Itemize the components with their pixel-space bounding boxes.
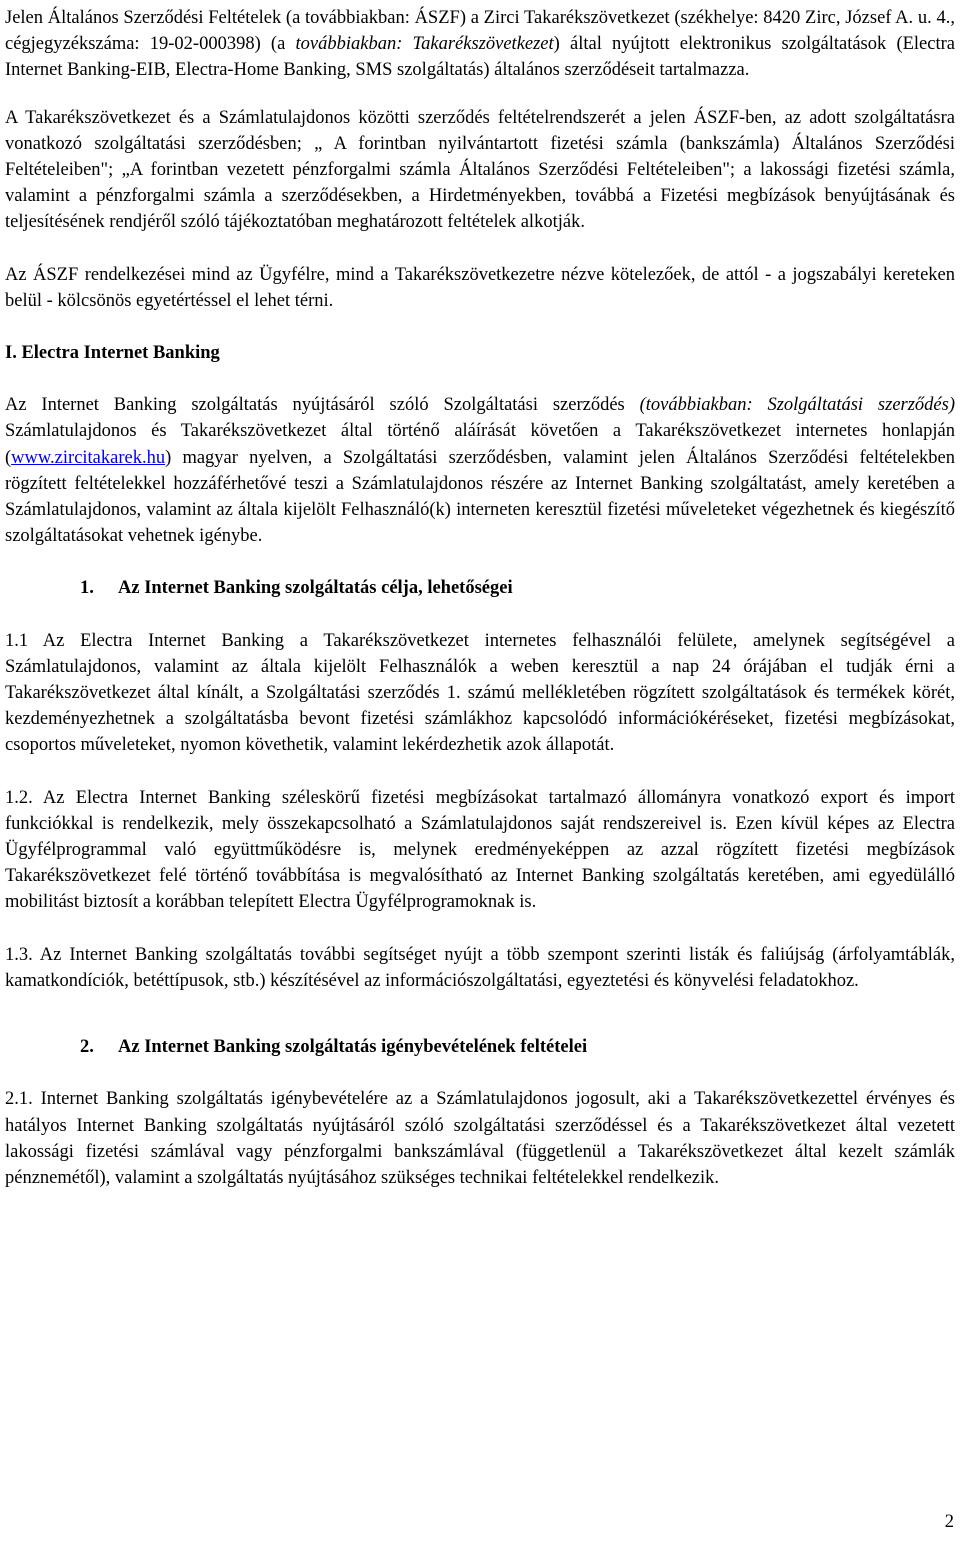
paragraph-2-1: 2.1. Internet Banking szolgáltatás igénybevételére az a Számlatulajdonos jogosult, aki a Takarékszövetkezettel érvényes és hatályos Internet Banking szolgáltatás nyújtásáról szóló szolgáltatási szerződéssel és a Takarékszövetkezet által vezetett lakossági fizetési számlával vagy pénzforgalmi bankszámlával (függetlenül a Takarékszövetkezet által kezelt számlák pénznemétől), valamint a szolgáltatás nyújtásához szükséges technikai feltételekkel rendelkezik. (5, 1089, 955, 1188)
intro-paragraph-1 (5, 5, 955, 84)
intro-text: Jelen Általános Szerződési Feltételek (a továbbiakban: ÁSZF) a Zirci Takarékszövetkezet (székhelye: 8420 Zirc, József A. u. 4., cégjegyzékszáma: 19-02-000398) (a (5, 8, 955, 55)
website-link[interactable]: www.zircitakarek.hu (11, 447, 166, 468)
subsection-number: 1. (80, 578, 94, 599)
subsection-title: Az Internet Banking szolgáltatás igénybevételének feltételei (118, 1037, 588, 1058)
section-text: Számlatulajdonos és Takarékszövetkezet által történő aláírását követően a Takarékszövetkezet internetes honlapján ( (5, 421, 955, 468)
section-text: Az Internet Banking szolgáltatás nyújtásáról szóló Szolgáltatási szerződés (5, 395, 640, 416)
section-italic-text: (továbbiakban: Szolgáltatási szerződés) (639, 395, 955, 416)
subsection-number: 2. (80, 1037, 94, 1058)
paragraph-1-2: 1.2. Az Electra Internet Banking széleskörű fizetési megbízásokat tartalmazó állományra vonatkozó export és import funkciókkal is rendelkezik, mely összekapcsolható a Számlatulajdonos saját rendszereivel is. Ezen kívül képes az Electra Ügyfélprogrammal való együttműködésre is, melynek eredményeképpen az azzal rögzített fizetési megbízások Takarékszövetkezet felé történő továbbítása is megvalósítható az Internet Banking szolgáltatás keretében, ami egyedülálló mobilitást biztosít a korábban telepített Electra Ügyfélprogramoknak is. (5, 787, 955, 913)
intro-text: ) által nyújtott elektronikus szolgáltatások (Electra Internet Banking-EIB, Electra-Home Banking, SMS szolgáltatás) általános szerződéseit tartalmazza. (5, 34, 955, 81)
section-paragraph (5, 392, 955, 549)
subsection-heading-1 (5, 575, 955, 601)
intro-paragraph-3: Az ÁSZF rendelkezései mind az Ügyfélre, mind a Takarékszövetkezetre nézve kötelezőek, de attól - a jogszabályi kereteken belül - kölcsönös egyetértéssel el lehet térni. (5, 264, 955, 311)
document-page (5, 5, 955, 1191)
section-heading: I. Electra Internet Banking (5, 343, 220, 364)
page-number: 2 (944, 1512, 954, 1532)
subsection-heading-2 (5, 1034, 955, 1060)
subsection-title: Az Internet Banking szolgáltatás célja, lehetőségei (118, 578, 513, 599)
intro-italic-text: továbbiakban: Takarékszövetkezet (295, 34, 554, 55)
paragraph-1-3: 1.3. Az Internet Banking szolgáltatás további segítséget nyújt a több szempont szerinti listák és faliújság (árfolyamtáblák, kamatkondíciók, betéttípusok, stb.) készítésével az információszolgáltatási, egyeztetési és könyvelési feladatokhoz. (5, 944, 955, 991)
paragraph-1-1: 1.1 Az Electra Internet Banking a Takarékszövetkezet internetes felhasználói felülete, amelynek segítségével a Számlatulajdonos, valamint az általa kijelölt Felhasználók a weben keresztül a nap 24 órájában el tudják érni a Takarékszövetkezet által kínált, a Szolgáltatási szerződés 1. számú mellékletében rögzített szolgáltatások és termékek körét, kezdeményezhetnek a szolgáltatásba bevont fizetési számlákhoz kapcsolódó információkéréseket, fizetési megbízásokat, csoportos műveleteket, nyomon követhetik, valamint lekérdezhetik azok állapotát. (5, 630, 955, 756)
intro-paragraph-2: A Takarékszövetkezet és a Számlatulajdonos közötti szerződés feltételrendszerét a jelen ÁSZF-ben, az adott szolgáltatásra vonatkozó szolgáltatási szerződésben; „ A forintban nyilvántartott fizetési számla (bankszámla) Általános Szerződési Feltételeiben"; „A forintban vezetett pénzforgalmi számla Általános Szerződési Feltételeiben"; a lakossági fizetési számla, valamint a pénzforgalmi számla a szerződésekben, a Hirdetményekben, továbbá a Fizetési megbízások benyújtásának és teljesítésének rendjéről szóló tájékoztatóban meghatározott feltételek alkotják. (5, 107, 955, 233)
section-text: ) magyar nyelven, a Szolgáltatási szerződésben, valamint jelen Általános Szerződési feltételekben rögzített feltételekkel hozzáférhetővé teszi a Számlatulajdonos részére az Internet Banking szolgáltatást, amely keretében a Számlatulajdonos, valamint az általa kijelölt Felhasználó(k) interneten keresztül fizetési műveleteket végezhetnek és kiegészítő szolgáltatásokat vehetnek igénybe. (5, 447, 955, 547)
